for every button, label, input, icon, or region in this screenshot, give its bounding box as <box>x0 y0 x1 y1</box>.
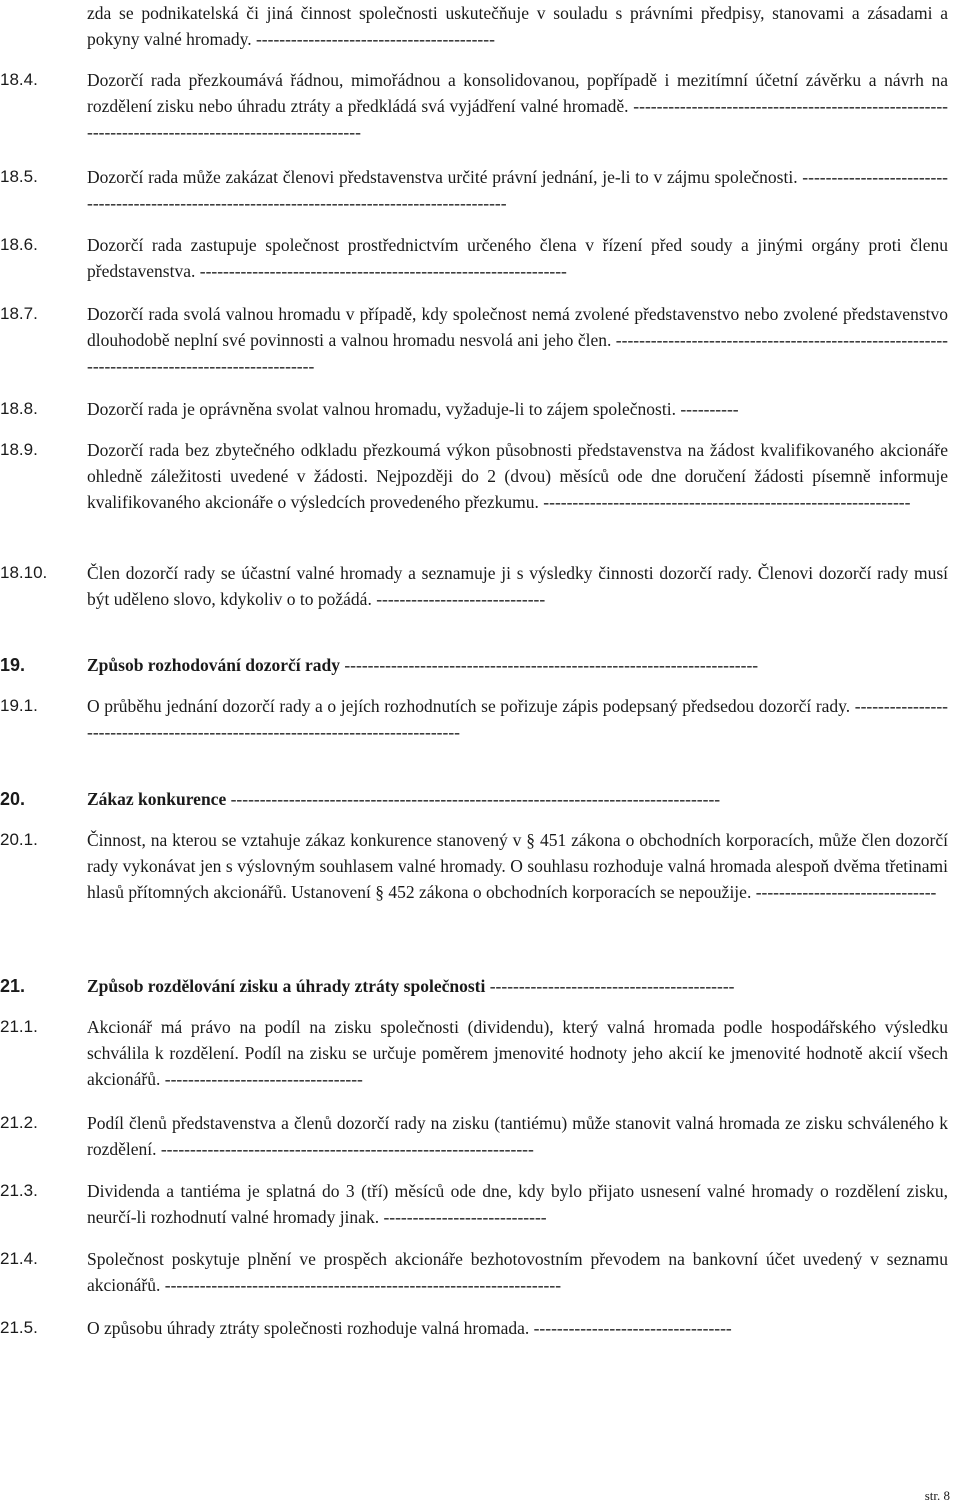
page-number: str. 8 <box>924 1488 950 1503</box>
clause-paragraph <box>0 693 954 745</box>
clause-paragraph <box>0 164 954 216</box>
clause-text: Člen dozorčí rady se účastní valné hromady a seznamuje ji s výsledky činnosti dozorčí rady. Členovi dozorčí rady musí být uděleno slovo, kdykoliv o to požádá. ----------------------------- <box>87 563 948 609</box>
clause-text: O průběhu jednání dozorčí rady a o jejích rozhodnutích se pořizuje zápis podepsaný předsedou dozorčí rady. -------------------------------------------------------------------------------- <box>87 696 948 742</box>
section-title: Způsob rozhodování dozorčí rady <box>87 655 340 675</box>
clause-text: Podíl členů představenstva a členů dozorčí rady na zisku (tantiému) může stanovit valná hromada ze zisku schváleného k rozdělení. ---------------------------------------------------------------- <box>87 1113 948 1159</box>
clause-text: Společnost poskytuje plnění ve prospěch akcionáře bezhotovostním převodem na bankovní účet uvedený v seznamu akcionářů. -------------------------------------------------------------------- <box>87 1249 948 1295</box>
clause-number: 18.9. <box>0 440 38 459</box>
section-title: Zákaz konkurence <box>87 789 227 809</box>
clause-number: 21.2. <box>0 1113 38 1132</box>
clause-paragraph <box>0 67 954 145</box>
clause-paragraph <box>0 1178 954 1230</box>
clause-text: Dozorčí rada přezkoumává řádnou, mimořádnou a konsolidovanou, popřípadě i mezitímní účetní závěrku a návrh na rozdělení zisku nebo úhradu ztráty a předkládá svá vyjádření valné hromadě. ----------------------------------------------------------------------------------------------------- <box>87 70 948 142</box>
clause-number: 21.1. <box>0 1017 38 1036</box>
clause-text: Dozorčí rada zastupuje společnost prostřednictvím určeného člena v řízení před soudy a jinými orgány proti členu představenstva. --------------------------------------------------------------- <box>87 235 948 281</box>
dash-filler: ------------------------------------------------------------------------------------ <box>226 789 721 809</box>
dash-filler: ----------------------------------------------------------------------- <box>339 655 759 675</box>
clause-text: O způsobu úhrady ztráty společnosti rozhoduje valná hromada. ---------------------------------- <box>87 1318 732 1338</box>
clause-paragraph <box>0 1014 954 1092</box>
clause-number: 18.7. <box>0 304 38 323</box>
clause-paragraph <box>0 1110 954 1162</box>
clause-text: zda se podnikatelská či jiná činnost společnosti uskutečňuje v souladu s právními předpisy, stanovami a zásadami a pokyny valné hromady. ----------------------------------------- <box>87 3 948 49</box>
clause-number: 18.5. <box>0 167 38 186</box>
clause-paragraph <box>0 560 954 612</box>
dash-filler: ------------------------------------------ <box>485 976 735 996</box>
clause-text: Činnost, na kterou se vztahuje zákaz konkurence stanovený v § 451 zákona o obchodních korporacích, může člen dozorčí rady vykonávat jen s výslovným souhlasem valné hromady. O souhlasu rozhoduje valná hromada alespoň dvěma třetinami hlasů přítomných akcionářů. Ustanovení § 452 zákona o obchodních korporacích se nepoužije. ------------------------------- <box>87 830 948 902</box>
section-title: Způsob rozdělování zisku a úhrady ztráty společnosti <box>87 976 486 996</box>
clause-text: Dividenda a tantiéma je splatná do 3 (tří) měsíců ode dne, kdy bylo přijato usnesení valné hromady o rozdělení zisku, neurčí-li rozhodnutí valné hromady jinak. ---------------------------- <box>87 1181 948 1227</box>
section-heading <box>0 652 954 678</box>
clause-number: 21.3. <box>0 1181 38 1200</box>
clause-text: Dozorčí rada je oprávněna svolat valnou hromadu, vyžaduje-li to zájem společnosti. ---------- <box>87 399 739 419</box>
clause-paragraph <box>0 301 954 379</box>
clause-text: Dozorčí rada bez zbytečného odkladu přezkoumá výkon působnosti představenstva na žádost kvalifikovaného akcionáře ohledně záležitosti uvedené v žádosti. Nejpozději do 2 (dvou) měsíců ode dne doručení žádosti písemně informuje kvalifikovaného akcionáře o výsledcích provedeného přezkumu. --------------------------------------------------------------- <box>87 440 948 512</box>
clause-number: 21.5. <box>0 1318 38 1337</box>
clause-paragraph <box>0 396 954 422</box>
clause-paragraph <box>0 827 954 905</box>
clause-number: 19.1. <box>0 696 38 715</box>
clause-paragraph <box>0 1246 954 1298</box>
clause-number: 18.10. <box>0 563 48 582</box>
section-number: 19. <box>0 655 26 675</box>
section-heading <box>0 786 954 812</box>
clause-number: 18.4. <box>0 70 38 89</box>
clause-text: Dozorčí rada může zakázat členovi představenstva určité právní jednání, je-li to v zájmu společnosti. ------------------------------------------------------------------------------------------------- <box>87 167 948 213</box>
clause-number: 20.1. <box>0 830 38 849</box>
clause-paragraph <box>0 0 954 52</box>
clause-paragraph <box>0 437 954 515</box>
section-number: 21. <box>0 976 26 996</box>
clause-text: Dozorčí rada svolá valnou hromadu v případě, kdy společnost nemá zvolené představenstvo nebo zvolené představenstvo dlouhodobě neplní své povinnosti a valnou hromadu nesvolá ani jeho člen. ------------------------------------------------------------------------------------------------ <box>87 304 948 376</box>
section-heading <box>0 973 954 999</box>
clause-text: Akcionář má právo na podíl na zisku společnosti (dividendu), který valná hromada podle hospodářského výsledku schválila k rozdělení. Podíl na zisku se určuje poměrem jmenovité hodnoty jeho akcií ke jmenovité hodnotě akcií všech akcionářů. ---------------------------------- <box>87 1017 948 1089</box>
clause-paragraph <box>0 232 954 284</box>
clause-number: 21.4. <box>0 1249 38 1268</box>
clause-paragraph <box>0 1315 954 1341</box>
section-number: 20. <box>0 789 26 809</box>
clause-number: 18.8. <box>0 399 38 418</box>
clause-number: 18.6. <box>0 235 38 254</box>
